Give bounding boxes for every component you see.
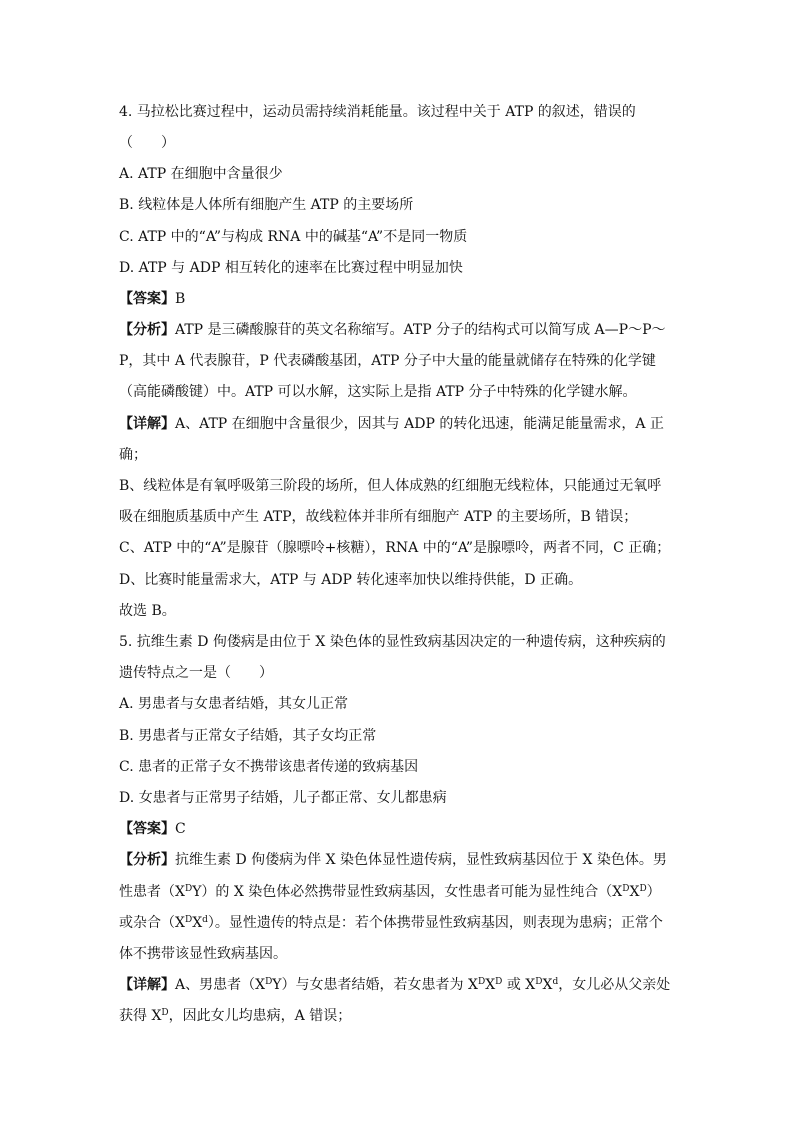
question-4-option-a: A. ATP 在细胞中含量很少 — [119, 166, 283, 182]
text-segment: 获得 X — [119, 1008, 162, 1024]
analysis-tag: 【分析】 — [119, 322, 175, 338]
question-5-analysis-line-1 — [119, 850, 679, 870]
question-5-stem-line-1: 5. 抗维生素 D 佝偻病是由位于 X 染色体的显性致病基因决定的一种遗传病，这种疾病的 — [119, 634, 666, 650]
text-segment: ）。显性遗传的特点是：若个体携带显性致病基因，则表现为患病；正常个 — [207, 915, 663, 931]
question-4-analysis-line-1 — [119, 320, 679, 340]
question-4-analysis-line-2: P，其中 A 代表腺苷，P 代表磷酸基团，ATP 分子中大量的能量就储存在特殊的化学键 — [119, 353, 656, 369]
question-4-detail-line-2: 确； — [119, 447, 147, 463]
question-4-detail-line-4: 吸在细胞质基质中产生 ATP，故线粒体并非所有细胞产 ATP 的主要场所，B 错误； — [119, 509, 638, 525]
question-4-option-b: B. 线粒体是人体所有细胞产生 ATP 的主要场所 — [119, 197, 414, 213]
superscript: D — [639, 884, 647, 894]
analysis-tag: 【分析】 — [119, 852, 175, 868]
question-4-detail-line-3: B、线粒体是有氧呼吸第三阶段的场所，但人体成熟的红细胞无线粒体，只能通过无氧呼 — [119, 478, 662, 494]
text-segment: Y）与女患者结婚，若女患者为 X — [272, 977, 478, 993]
superscript: D — [184, 884, 193, 894]
question-4-detail-line-6: D、比赛时能量需求大，ATP 与 ADP 转化速率加快以维持供能，D 正确。 — [119, 572, 583, 588]
question-5-analysis-line-4: 体不携带该显性致病基因。 — [119, 946, 287, 962]
question-4-detail-line-5: C、ATP 中的“A”是腺苷（腺嘌呤+核糖），RNA 中的“A”是腺嘌呤，两者不同，C 正确； — [119, 540, 671, 556]
question-5-analysis-line-2 — [119, 882, 679, 902]
question-5-option-d: D. 女患者与正常男子结婚，儿子都正常、女儿都患病 — [119, 790, 447, 806]
text-segment: X — [192, 915, 203, 931]
text-segment: X — [542, 977, 553, 993]
question-4-analysis-line-3: （高能磷酸键）中。ATP 可以水解，这实际上是指 ATP 分子中特殊的化学键水解。 — [119, 384, 637, 400]
superscript: D — [495, 977, 503, 987]
superscript: D — [477, 977, 486, 987]
question-4-conclusion: 故选 B。 — [119, 603, 176, 619]
text-segment: ，因此女儿均患病，A 错误； — [168, 1008, 352, 1024]
answer-value: C — [175, 821, 186, 837]
question-5-detail-line-1 — [119, 975, 679, 995]
question-4-stem-line-1: 4. 马拉松比赛过程中，运动员需持续消耗能量。该过程中关于 ATP 的叙述，错误的 — [119, 104, 636, 120]
superscript: d — [202, 915, 208, 925]
superscript: D — [622, 884, 630, 894]
question-5-option-c: C. 患者的正常子女不携带该患者传递的致病基因 — [119, 759, 419, 775]
question-4-stem-line-2: （ ） — [119, 135, 175, 151]
question-5-option-a: A. 男患者与女患者结婚，其女儿正常 — [119, 696, 349, 712]
question-5-answer-line — [119, 819, 679, 839]
question-4-option-d: D. ATP 与 ADP 相互转化的速率在比赛过程中明显加快 — [119, 260, 463, 276]
text-segment: A、男患者（X — [175, 977, 266, 993]
question-5-stem-line-2: 遗传特点之一是（ ） — [119, 665, 273, 681]
superscript: D — [184, 915, 193, 925]
text-segment: 性患者（X — [119, 884, 185, 900]
analysis-text: ATP 是三磷酸腺苷的英文名称缩写。ATP 分子的结构式可以简写成 A—P～P～ — [175, 322, 666, 338]
superscript: D — [161, 1008, 169, 1018]
text-segment: ） — [646, 884, 661, 900]
answer-tag: 【答案】 — [119, 291, 175, 307]
detail-tag: 【详解】 — [119, 977, 175, 993]
detail-tag: 【详解】 — [119, 416, 175, 432]
text-segment: X — [629, 884, 640, 900]
question-4-answer-line — [119, 289, 679, 309]
question-5-detail-line-2 — [119, 1006, 679, 1026]
analysis-text: 抗维生素 D 佝偻病为伴 X 染色体显性遗传病，显性致病基因位于 X 染色体。男 — [175, 852, 667, 868]
superscript: d — [552, 977, 559, 987]
text-segment: 或 X — [502, 977, 536, 993]
text-segment: X — [485, 977, 496, 993]
answer-value: B — [175, 291, 186, 307]
superscript: D — [265, 977, 273, 987]
text-segment: 或杂合（X — [119, 915, 185, 931]
question-5-analysis-line-3 — [119, 913, 679, 933]
detail-text: A、ATP 在细胞中含量很少，因其与 ADP 的转化迅速，能满足能量需求，A 正 — [175, 416, 664, 432]
text-segment: ，女儿必从父亲处 — [558, 977, 671, 993]
text-segment: Y）的 X 染色体必然携带显性致病基因，女性患者可能为显性纯合（X — [192, 884, 623, 900]
superscript: D — [535, 977, 543, 987]
question-4-detail-line-1 — [119, 414, 679, 434]
answer-tag: 【答案】 — [119, 821, 175, 837]
question-4-option-c: C. ATP 中的“A”与构成 RNA 中的碱基“A”不是同一物质 — [119, 229, 468, 245]
question-5-option-b: B. 男患者与正常女子结婚，其子女均正常 — [119, 728, 377, 744]
